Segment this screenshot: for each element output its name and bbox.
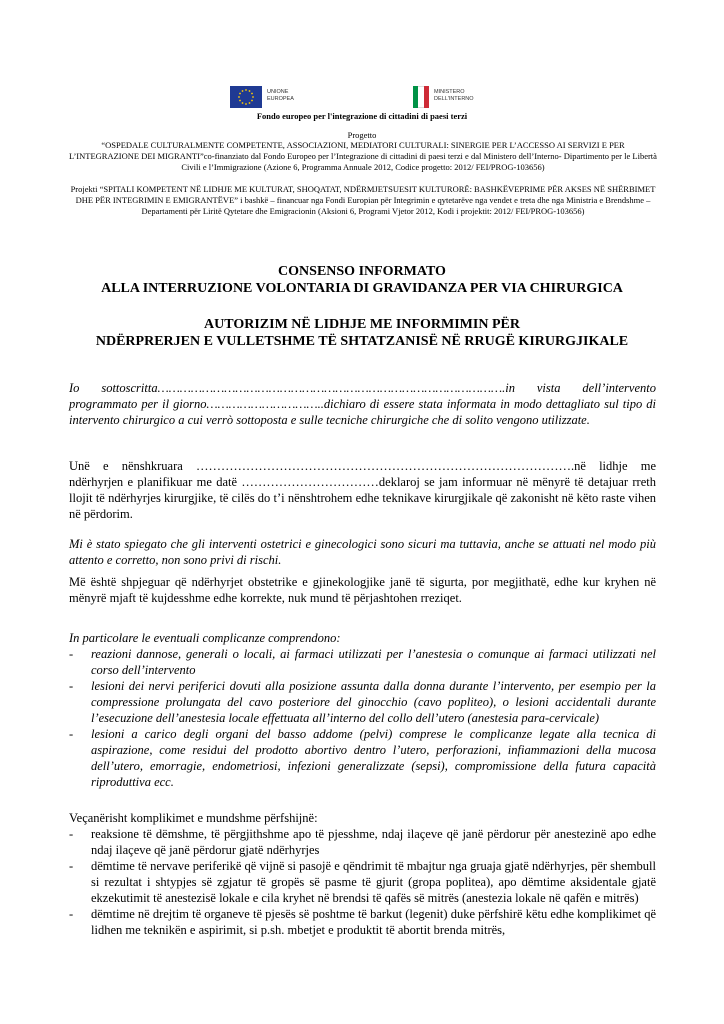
project-description-al: Projekti “SPITALI KOMPETENT NË LIDHJE ME KULTURAT, SHOQATAT, NDËRMJETSUESIT KULTURORË: BASHKËVEPRIME PËR AKSES NË SHËRBIMET DHE PËR INTEGRIMIN E EMIGRANTËVE” i bashkë – financuar nga Fondi Europian për Integrimin e qytetarëve nga vendet e treta dhe nga Ministria e Brendshme – Departamenti për Liritë Qytetare dhe Emigracionin (Aksioni 6, Programi Vjetor 2012, Kodi i projektit: 2012/ FEI/PROG-103656) [70, 184, 656, 216]
fund-caption: Fondo europeo per l'integrazione di cittadini di paesi terzi [256, 111, 468, 121]
complications-heading-al: Veçanërisht komplikimet e mundshme përfshijnë: [69, 811, 318, 825]
eu-flag-icon [230, 86, 262, 108]
complications-heading-it: In particolare le eventuali complicanze comprendono: [69, 631, 341, 645]
list-item: - dëmtime në drejtim të organeve të pjesës së poshtme të barkut (legenit) duke përfshirë këtu edhe komplikimet që lidhen me teknikën e aspirimit, si p.sh. mbetjet e produktit të abortit brenda mitrës, [69, 907, 656, 937]
logo-bar [0, 84, 724, 112]
project-label: Progetto [347, 130, 377, 140]
list-item: - lesioni dei nervi periferici dovuti alla posizione assunta dalla donna durante l’intervento, per esempio per la compressione prolungata del cavo posteriore del ginocchio (cavo popliteo), o lesioni accidentali durante l’esecuzione dell’anestesia locale effettuata all’interno del collo dell’utero (anestesia para-cervicale) [69, 679, 656, 725]
eu-label: UNIONE EUROPEA [267, 89, 294, 102]
list-item: - reaksione të dëmshme, të përgjithshme apo të pjesshme, ndaj ilaçeve që janë përdorur për anestezinë apo edhe ndaj ilaçeve që janë përdorur gjatë ndërhyrjes [69, 827, 656, 857]
declaration-al: Unë e nënshkruara ……………………………………………………………………………….në lidhje me ndërhyrjen e planifikuar me datë ……………………………deklaroj se jam informuar në mënyrë të detajuar rreth llojit të ndërhyrjes kirurgjike, të cilës do t’i nënshtrohem edhe teknikave kirurgjikale që zakonisht në këto raste vihen në përdorim. [69, 459, 656, 521]
list-item: - reazioni dannose, generali o locali, ai farmaci utilizzati per l’anestesia o comunque ai farmaci utilizzati nel corso dell’intervento [69, 647, 656, 677]
risk-statement-it: Mi è stato spiegato che gli interventi ostetrici e ginecologici sono sicuri ma tuttavia, anche se attuati nel modo più attento e corretto, non sono privi di rischi. [69, 537, 656, 567]
title-italian: CONSENSO INFORMATO ALLA INTERRUZIONE VOLONTARIA DI GRAVIDANZA PER VIA CHIRURGICA [101, 264, 623, 296]
project-description-it: “OSPEDALE CULTURALMENTE COMPETENTE, ASSOCIAZIONI, MEDIATORI CULTURALI: SINERGIE PER L’ACCESSO AI SERVIZI E PER L’INTEGRAZIONE DEI MIGRANTI”co-finanziato dal Fondo Europeo per l’Integrazione di cittadini di paesi terzi e dal Ministero dell’Interno- Dipartimento per le Libertà Civili e l’Immigrazione (Azione 6, Programma Annuale 2012, Codice progetto: 2012/ FEI/PROG-103656) [69, 140, 657, 172]
title-albanian: AUTORIZIM NË LIDHJE ME INFORMIMIN PËR NDËRPRERJEN E VULLETSHME TË SHTATZANISË NË RRUGË KIRURGJIKALE [95, 317, 629, 349]
risk-statement-al: Më është shpjeguar që ndërhyrjet obstetrike e gjinekologjike janë të sigurta, por megjithatë, edhe kur kryhen në mënyrë mjaft të kujdesshme edhe korrekte, nuk mund të përjashtohen rreziqet. [69, 575, 656, 605]
list-item: - dëmtime të nervave periferikë që vijnë si pasojë e qëndrimit të mbajtur nga gruaja gjatë ndërhyrjes, për shembull si rezultat i shtypjes së zgjatur të gropës së pasme të gjurit (gropa poplitea), apo dëmtime aksidentale gjatë ekzekutimit të anestezisë lokale e cila kryhet në brendsi të qafës së mitrës (anestezia lokale në qafën e mitrës) [69, 859, 656, 905]
declaration-it: Io sottoscritta………………………………………………………………………………….in vista dell’intervento programmato per il giorno…………………………..dichiaro di essere stata informata in modo dettagliato sul tipo di intervento chirurgico a cui verrò sottoposta e sulle tecniche chirurgiche che di solito vengono utilizzate. [69, 381, 656, 427]
list-item: - lesioni a carico degli organi del basso addome (pelvi) comprese le complicanze legate alla tecnica di aspirazione, come residui del prodotto abortivo dentro l’utero, perforazioni, infiammazioni della mucosa dell’utero, emorragie, endometriosi, infezioni generalizzate (sepsi), compromissione della futura capacità riproduttiva ecc. [69, 727, 656, 789]
italy-emblem-icon [413, 86, 429, 108]
complications-list-it [69, 646, 656, 790]
complications-list-al [69, 826, 656, 938]
ministry-label: MINISTERO DELL'INTERNO [434, 89, 474, 102]
